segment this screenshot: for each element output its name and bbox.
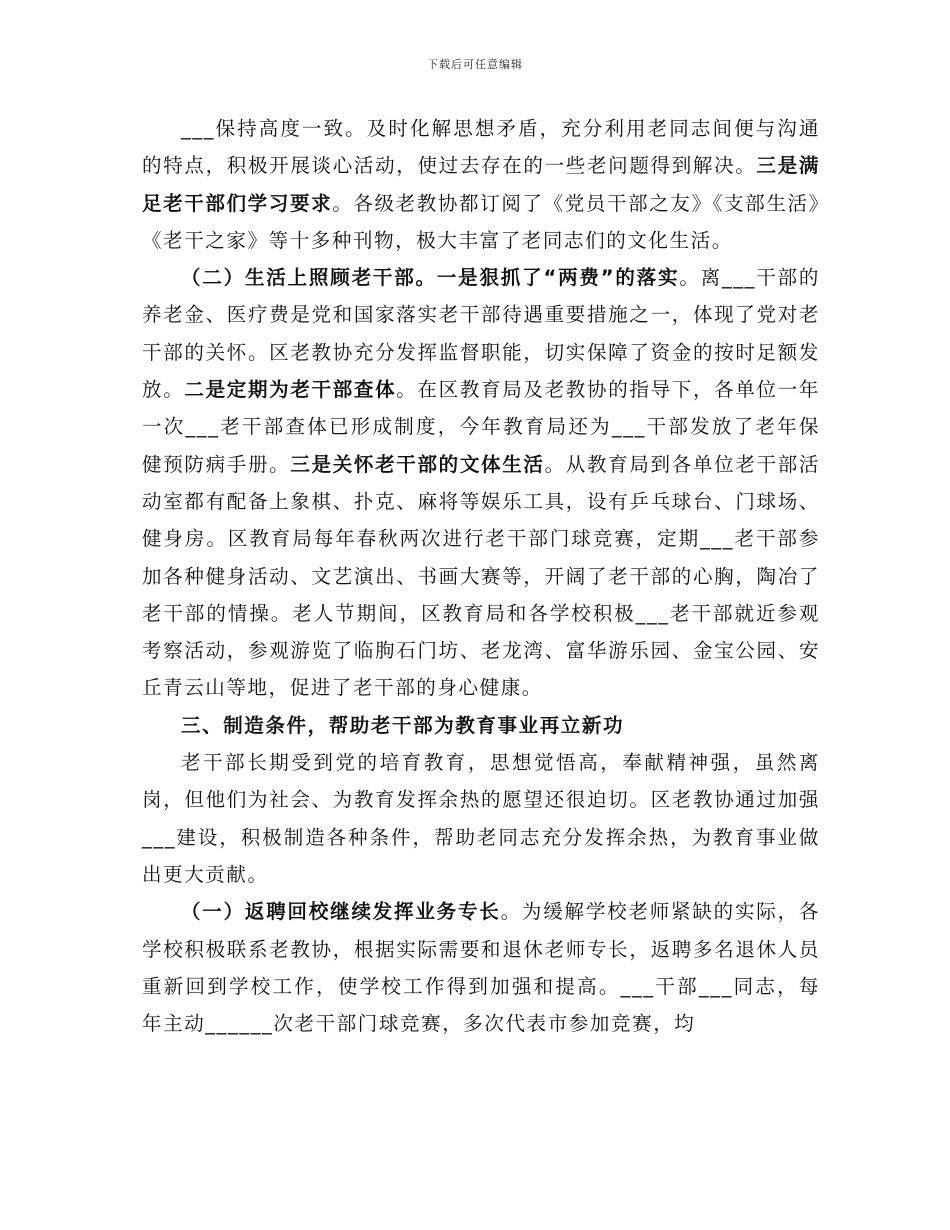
- paragraph-1-bold-1: 三是满足老干部们学习要求: [142, 154, 820, 215]
- paragraph-2-bold-2: 二是定期为老干部查体: [184, 378, 397, 402]
- paragraph-2-bold-1: （二）生活上照顾老干部。一是狠抓了“两费”的落实: [181, 266, 680, 290]
- paragraph-1-text-1: ___保持高度一致。及时化解思想矛盾，充分利用老同志间便与沟通的特点，积极开展谈心活动，使过去存在的一些老问题得到解决。: [142, 117, 820, 178]
- paragraph-2-bold-3: 三是关怀老干部的文体生活: [290, 452, 545, 476]
- document-body: [142, 110, 820, 1042]
- paragraph-1-text-2: 。各级老教协都订阅了《党员干部之友》《支部生活》《老干之家》等十多种刊物，极大丰富了老同志们的文化生活。: [142, 191, 820, 252]
- paragraph-5-text-1: 。为缓解学校老师紧缺的实际，各学校积极联系老教协，根据实际需要和退休老师专长，返聘多名退休人员重新回到学校工作，使学校工作得到加强和提高。___干部___同志，每年主动______次老干部门球竞赛，多次代表市参加竞赛，均: [142, 900, 820, 1036]
- section-heading: 三、制造条件，帮助老干部为教育事业再立新功: [181, 713, 625, 737]
- paragraph-1: [142, 110, 820, 259]
- paragraph-5: [142, 893, 820, 1042]
- paragraph-2-text-2: 。在区教育局及老教协的指导下，各单位一年一次___老干部查体已形成制度，今年教育局还为___干部发放了老年保健预防病手册。: [142, 378, 820, 476]
- paragraph-2: [142, 259, 820, 707]
- paragraph-5-bold-1: （一）返聘回校继续发挥业务专长: [181, 900, 501, 924]
- paragraph-2-text-1: 。离___干部的养老金、医疗费是党和国家落实老干部待遇重要措施之一，体现了党对老干部的关怀。区老教协充分发挥监督职能，切实保障了资金的按时足额发放。: [142, 266, 820, 402]
- page-header: 下载后可任意编辑: [427, 58, 523, 71]
- paragraph-4: 老干部长期受到党的培育教育，思想觉悟高，奉献精神强，虽然离岗，但他们为社会、为教育发挥余热的愿望还很迫切。区老教协通过加强___建设，积极制造各种条件，帮助老同志充分发挥余热，为教育事业做出更大贡献。: [142, 751, 820, 886]
- paragraph-2-text-3: 。从教育局到各单位老干部活动室都有配备上象棋、扑克、麻将等娱乐工具，设有乒乓球台、门球场、健身房。区教育局每年春秋两次进行老干部门球竞赛，定期___老干部参加各种健身活动、文艺演出、书画大赛等，开阔了老干部的心胸，陶冶了老干部的情操。老人节期间，区教育局和各学校积极___老干部就近参观考察活动，参观游览了临朐石门坊、老龙湾、富华游乐园、金宝公园、安丘青云山等地，促进了老干部的身心健康。: [142, 452, 820, 700]
